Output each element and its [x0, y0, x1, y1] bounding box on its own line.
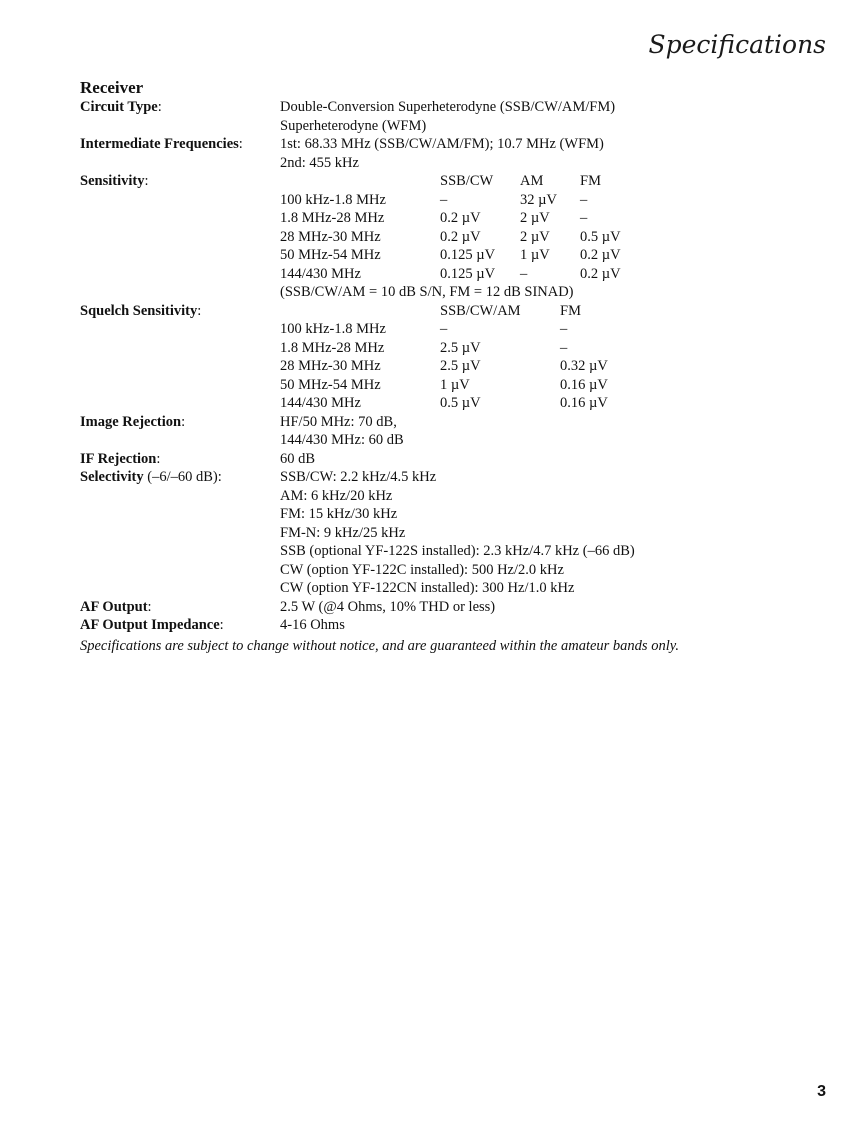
squelch-ssb-cw-am-value: 2.5 µV — [440, 358, 481, 374]
spec-label-text: Sensitivity — [80, 173, 145, 189]
spec-row-image-rejection — [80, 413, 840, 432]
spec-row-circuit-type-cont — [80, 117, 840, 136]
spec-label-text: AF Output — [80, 598, 148, 615]
sensitivity-note-row — [80, 283, 840, 302]
sensitivity-header-ssb-cw: SSB/CW — [440, 173, 494, 189]
spec-value: CW (option YF-122C installed): 500 Hz/2.0 kHz — [280, 561, 564, 578]
sensitivity-ssb-cw-value: 0.125 µV — [440, 247, 496, 263]
squelch-table-row — [80, 394, 840, 413]
spec-row-intermediate-frequencies — [80, 135, 840, 154]
spec-label-suffix: : — [144, 173, 149, 189]
spec-value: 1st: 68.33 MHz (SSB/CW/AM/FM); 10.7 MHz (WFM) — [280, 136, 604, 152]
sensitivity-am-value: 1 µV — [520, 247, 550, 263]
spec-label — [80, 468, 222, 487]
sensitivity-band: 144/430 MHz — [280, 265, 361, 282]
squelch-fm-value: 0.32 µV — [560, 358, 608, 374]
spec-label-suffix: : — [219, 617, 224, 633]
spec-label-text: IF Rejection — [80, 450, 157, 467]
spec-row-sensitivity — [80, 172, 840, 191]
spec-value: CW (option YF-122CN installed): 300 Hz/1.0 kHz — [280, 580, 575, 596]
spec-label — [80, 302, 201, 321]
sensitivity-fm-value: – — [580, 191, 588, 208]
spec-value: Double-Conversion Superheterodyne (SSB/CW/AM/FM) — [280, 99, 616, 115]
sensitivity-header-fm: FM — [580, 173, 601, 189]
sensitivity-fm-value: 0.2 µV — [580, 265, 621, 282]
sensitivity-band: 100 kHz-1.8 MHz — [280, 191, 386, 208]
spec-label-text: AF Output Impedance — [80, 617, 220, 633]
squelch-band: 144/430 MHz — [280, 395, 361, 411]
spec-row-selectivity — [80, 468, 840, 487]
spec-value: FM-N: 9 kHz/25 kHz — [280, 524, 406, 541]
sensitivity-table-row — [80, 191, 840, 210]
spec-value: Superheterodyne (WFM) — [280, 117, 427, 134]
sensitivity-fm-value: – — [580, 210, 588, 226]
spec-label-suffix: : — [147, 598, 152, 615]
sensitivity-ssb-cw-value: 0.2 µV — [440, 228, 481, 245]
spec-row-selectivity-cont — [80, 505, 840, 524]
spec-row-circuit-type — [80, 98, 840, 117]
squelch-ssb-cw-am-value: – — [440, 321, 448, 337]
spec-label-suffix: : — [156, 450, 161, 467]
sensitivity-band: 1.8 MHz-28 MHz — [280, 210, 385, 226]
page-header-title: Specifications — [648, 30, 826, 59]
sensitivity-band: 28 MHz-30 MHz — [280, 228, 381, 245]
spec-label-suffix: (–6/–60 dB): — [143, 469, 222, 485]
spec-row-selectivity-cont — [80, 579, 840, 598]
spec-label — [80, 172, 148, 191]
squelch-table-row — [80, 376, 840, 395]
squelch-ssb-cw-am-value: 2.5 µV — [440, 339, 481, 356]
spec-value: FM: 15 kHz/30 kHz — [280, 506, 398, 522]
spec-value: HF/50 MHz: 70 dB, — [280, 413, 397, 430]
spec-label — [80, 135, 243, 154]
squelch-band: 100 kHz-1.8 MHz — [280, 321, 386, 337]
sensitivity-band: 50 MHz-54 MHz — [280, 247, 381, 263]
spec-label — [80, 616, 224, 635]
page-number: 3 — [817, 1083, 826, 1100]
sensitivity-am-value: 2 µV — [520, 210, 550, 226]
spec-label-suffix: : — [181, 413, 186, 430]
spec-row-selectivity-cont — [80, 487, 840, 506]
squelch-fm-value: – — [560, 339, 568, 356]
spec-label-text: Intermediate Frequencies — [80, 136, 239, 152]
squelch-ssb-cw-am-value: 1 µV — [440, 376, 470, 393]
spec-label-text: Circuit Type — [80, 99, 158, 115]
sensitivity-table-row — [80, 265, 840, 284]
sensitivity-header-am: AM — [520, 173, 544, 189]
squelch-fm-value: – — [560, 321, 568, 337]
spec-row-selectivity-cont — [80, 542, 840, 561]
spec-label — [80, 413, 185, 432]
spec-value: 2nd: 455 kHz — [280, 154, 359, 171]
squelch-table-row — [80, 357, 840, 376]
section-title-receiver: Receiver — [80, 78, 144, 97]
sensitivity-ssb-cw-value: – — [440, 191, 448, 208]
squelch-fm-value: 0.16 µV — [560, 395, 608, 411]
squelch-band: 50 MHz-54 MHz — [280, 376, 381, 393]
spec-content — [80, 78, 840, 655]
spec-row-af-output-impedance — [80, 616, 840, 635]
spec-label — [80, 98, 162, 117]
spec-row-squelch-sensitivity — [80, 302, 840, 321]
squelch-ssb-cw-am-value: 0.5 µV — [440, 395, 481, 411]
spec-label-suffix: : — [197, 302, 202, 319]
spec-value: AM: 6 kHz/20 kHz — [280, 487, 393, 504]
squelch-table-row — [80, 339, 840, 358]
spec-label — [80, 450, 160, 469]
spec-row-image-rejection-cont — [80, 431, 840, 450]
sensitivity-fm-value: 0.5 µV — [580, 228, 621, 245]
spec-label-suffix: : — [157, 99, 162, 115]
spec-value: SSB (optional YF-122S installed): 2.3 kHz/4.7 kHz (–66 dB) — [280, 543, 635, 559]
spec-label-text: Selectivity — [80, 469, 144, 485]
spec-label-suffix: : — [238, 136, 243, 152]
spec-row-selectivity-cont — [80, 561, 840, 580]
sensitivity-table-row — [80, 209, 840, 228]
sensitivity-ssb-cw-value: 0.125 µV — [440, 265, 496, 282]
squelch-table-row — [80, 320, 840, 339]
spec-row-intermediate-frequencies-cont — [80, 154, 840, 173]
sensitivity-am-value: 2 µV — [520, 228, 550, 245]
spec-row-selectivity-cont — [80, 524, 840, 543]
spec-label-text: Image Rejection — [80, 413, 182, 430]
squelch-header-ssb-cw-am: SSB/CW/AM — [440, 302, 521, 319]
spec-value: 2.5 W (@4 Ohms, 10% THD or less) — [280, 598, 496, 615]
spec-value: 4-16 Ohms — [280, 617, 345, 633]
spec-row-if-rejection — [80, 450, 840, 469]
sensitivity-note: (SSB/CW/AM = 10 dB S/N, FM = 12 dB SINAD) — [280, 284, 574, 300]
sensitivity-am-value: 32 µV — [520, 191, 557, 208]
sensitivity-am-value: – — [520, 265, 528, 282]
squelch-fm-value: 0.16 µV — [560, 376, 608, 393]
sensitivity-ssb-cw-value: 0.2 µV — [440, 210, 481, 226]
spec-row-af-output — [80, 598, 840, 617]
squelch-header-fm: FM — [560, 302, 581, 319]
spec-value: 144/430 MHz: 60 dB — [280, 432, 404, 448]
sensitivity-fm-value: 0.2 µV — [580, 247, 621, 263]
squelch-band: 1.8 MHz-28 MHz — [280, 339, 385, 356]
spec-label-text: Squelch Sensitivity — [80, 302, 198, 319]
squelch-band: 28 MHz-30 MHz — [280, 358, 381, 374]
spec-value: SSB/CW: 2.2 kHz/4.5 kHz — [280, 469, 437, 485]
spec-value: 60 dB — [280, 450, 316, 467]
sensitivity-table-row — [80, 228, 840, 247]
footnote: Specifications are subject to change without notice, and are guaranteed within the amateur bands only. — [80, 637, 679, 654]
sensitivity-table-row — [80, 246, 840, 265]
spec-label — [80, 598, 152, 617]
